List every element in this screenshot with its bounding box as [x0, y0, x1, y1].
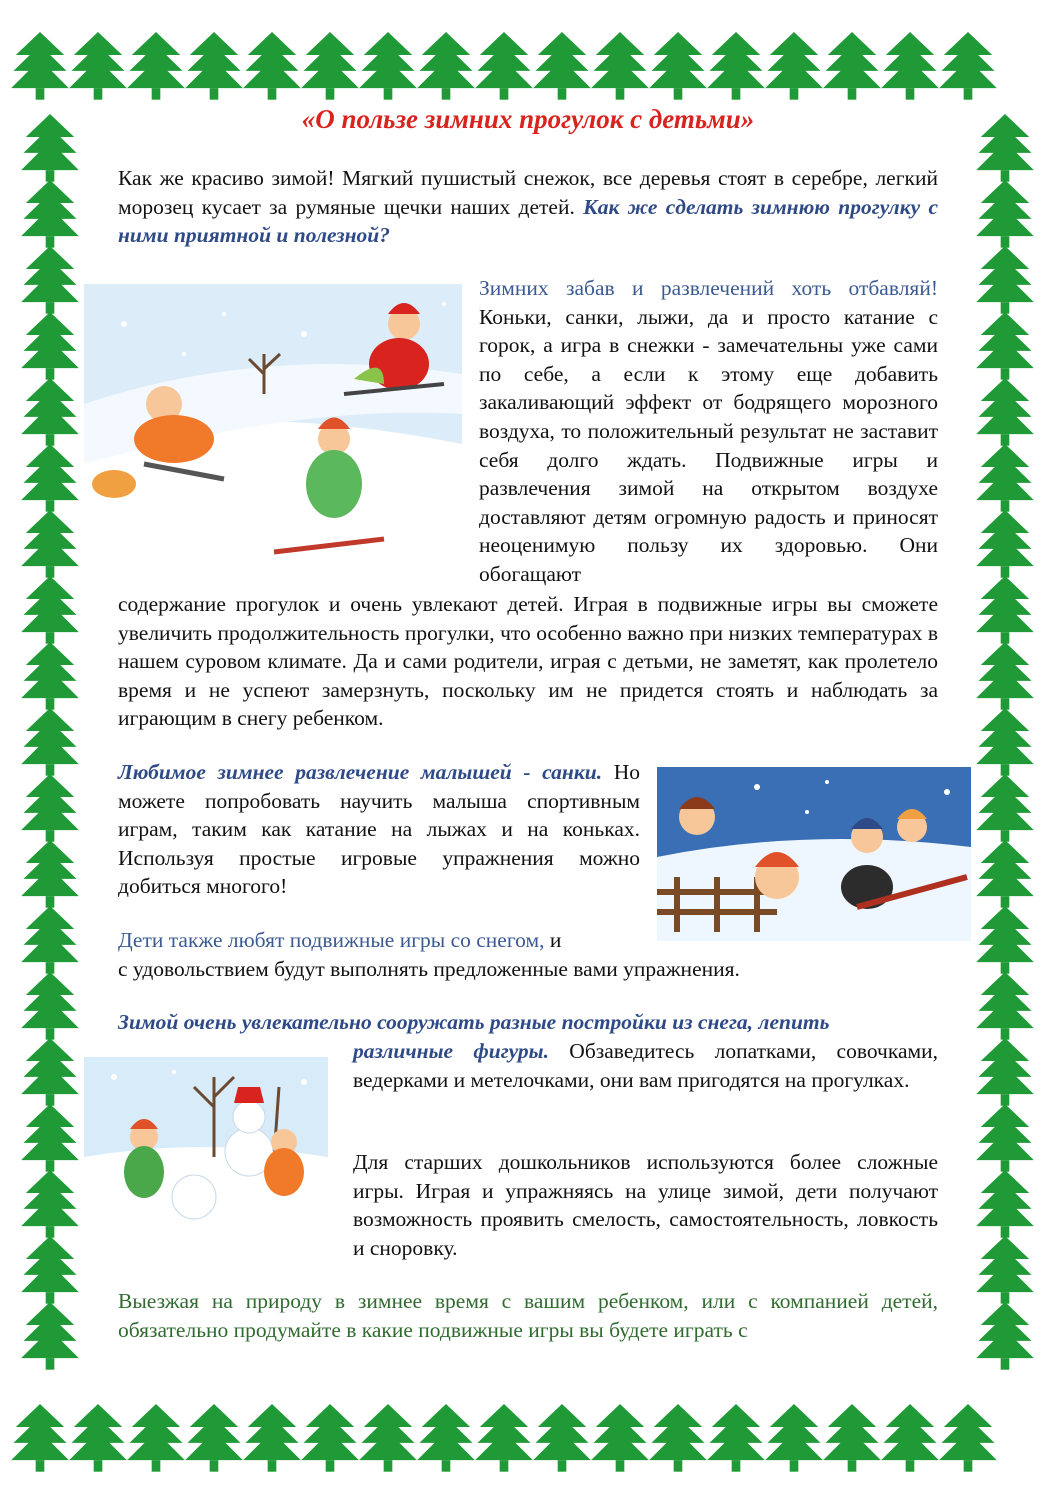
fun-paragraph-right: [479, 274, 938, 589]
intro-text: Как же красиво зимой! Мягкий пушистый снежок, все деревья стоят в серебре, легкий морозец кусает за румяные щечки наших детей.: [118, 166, 938, 219]
older-kids-text: Для старших дошкольников используются более сложные игры. Играя и упражняясь на улице зимой, дети получают возможность проявить смелость, самостоятельность, ловкость и сноровку.: [353, 1150, 938, 1260]
building-lead-b: различные фигуры.: [353, 1039, 549, 1063]
page-title: «О пользе зимних прогулок с детьми»: [301, 104, 755, 134]
building-lead-line: [118, 1008, 938, 1037]
building-lead-a: Зимой очень увлекательно сооружать разные постройки из снега, лепить: [118, 1010, 830, 1034]
sled-text: Но можете попробовать научить малыша спортивным играм, таким как катание на лыжах и на коньках. Используя простые игровые упражнения можно добиться многого!: [118, 760, 641, 899]
snow-games-text-b: с удовольствием будут выполнять предложенные вами упражнения.: [118, 957, 740, 981]
snowman-illustration: [84, 1057, 328, 1229]
snow-games-lead: Дети также любят подвижные игры со снегом,: [118, 928, 545, 952]
snow-games-line2: [118, 955, 938, 984]
closing-text: Выезжая на природу в зимнее время с вашим ребенком, или с компанией детей, обязательно продумайте в какие подвижные игры вы будете играть с: [118, 1289, 938, 1342]
fun-text-full: содержание прогулок и очень увлекают детей. Играя в подвижные игры вы сможете увеличить продолжительность прогулки, что особенно важно при низких температурах в нашем суровом климате. Да и сами родители, играя с детьми, не заметят, как пролетело время и не успеют замерзнуть, поскольку им не придется стоять и наблюдать за играющим в снегу ребенком.: [118, 592, 938, 731]
closing-paragraph: [118, 1287, 938, 1344]
sled-lead: Любимое зимнее развлечение малышей - санки.: [118, 760, 603, 784]
snow-games-text-a: и: [544, 928, 562, 952]
snow-games-line1: [118, 926, 658, 955]
intro-paragraph: [118, 164, 938, 250]
building-paragraph: [353, 1037, 938, 1094]
older-kids-paragraph: [353, 1148, 938, 1262]
kids-on-sleds-illustration: [657, 767, 971, 941]
fun-paragraph-full: [118, 590, 938, 733]
fun-text-right: Коньки, санки, лыжи, да и просто катание с горок, а игра в снежки - замечательны уже сами по себе, а если к этому еще добавить закаливающий эффект от бодрящего морозного воздуха, то положительный результат не заставит себя долго ждать. Подвижные игры и развлечения зимой на открытом воздухе доставляют детям огромную радость и приносят неоценимую пользу их здоровью. Они обогащают: [479, 304, 938, 586]
intro-question: Как же сделать зимнюю прогулку с ними приятной и полезной?: [118, 194, 938, 248]
sledding-skiing-illustration: [84, 284, 462, 566]
building-text: Обзаведитесь лопатками, совочками, ведерками и метелочками, они вам пригодятся на прогулках.: [353, 1039, 938, 1092]
fun-lead: Зимних забав и развлечений хоть отбавляй!: [479, 276, 938, 300]
sled-paragraph: [118, 758, 640, 901]
